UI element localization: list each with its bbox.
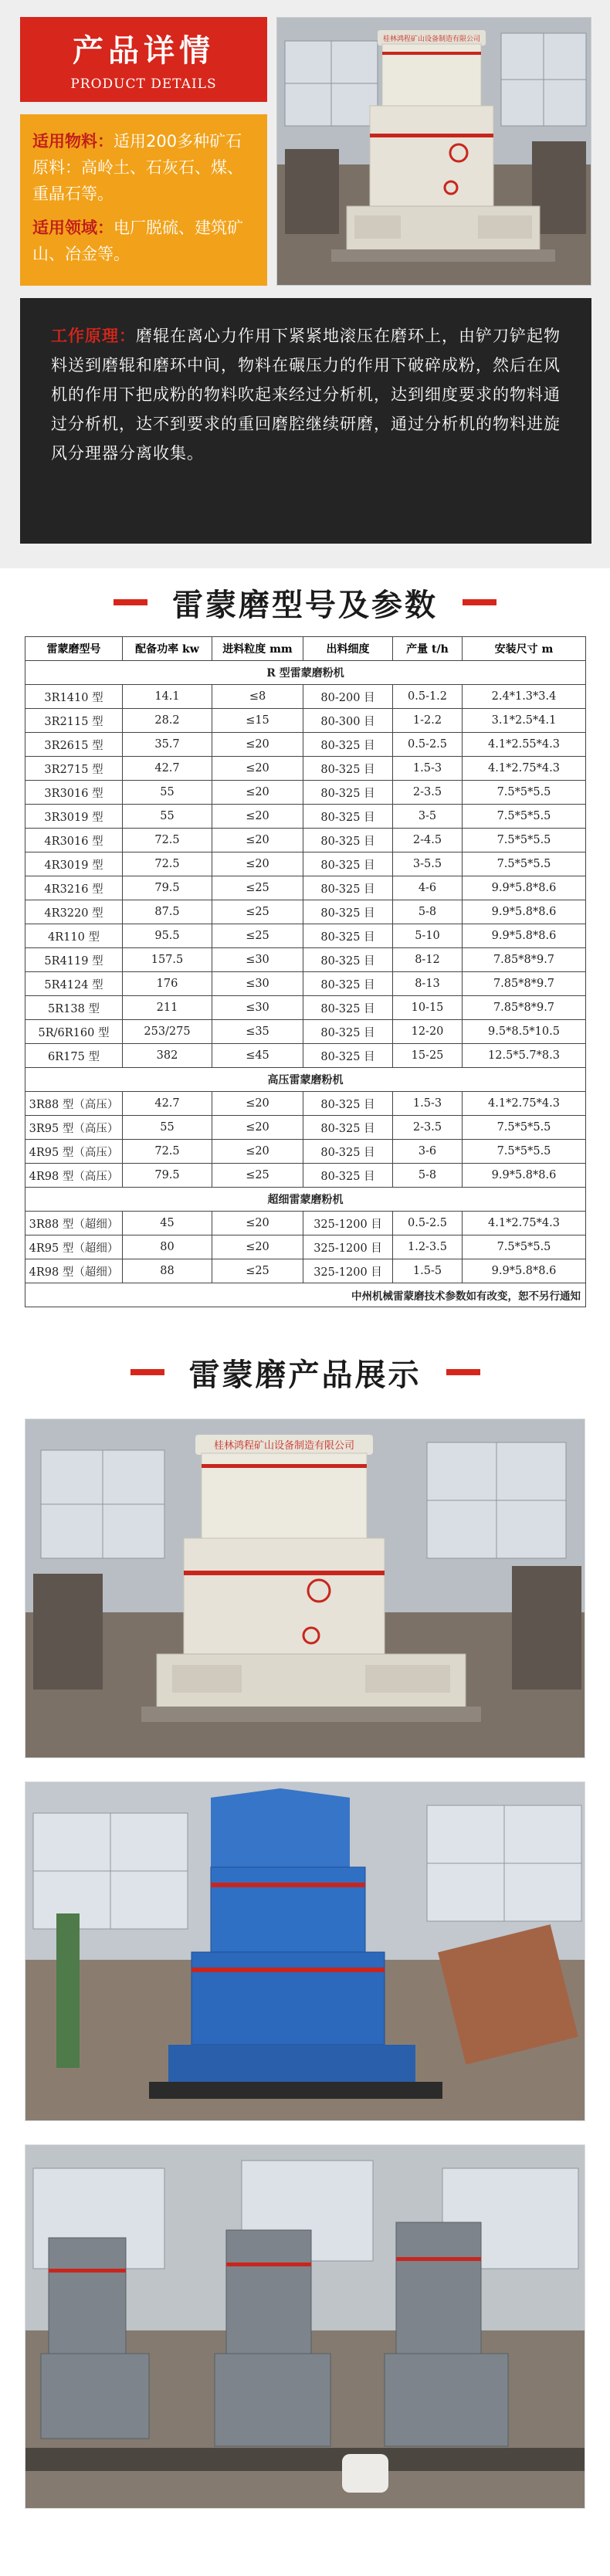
cell-capacity: 2-4.5	[393, 829, 463, 852]
blue-mill-illustration	[25, 1782, 585, 2121]
cell-capacity: 1.5-5	[393, 1259, 463, 1283]
table-group-title: 高压雷蒙磨粉机	[25, 1068, 586, 1092]
cell-feed-size: ≤20	[212, 781, 303, 805]
cell-power: 28.2	[123, 709, 212, 733]
cell-capacity: 1.5-3	[393, 757, 463, 781]
gallery-heading	[0, 1341, 610, 1403]
table-row	[25, 900, 586, 924]
table-row	[25, 1092, 586, 1116]
cell-feed-size: ≤20	[212, 829, 303, 852]
cell-model: 6R175 型	[25, 1044, 123, 1068]
cell-dimensions: 2.4*1.3*3.4	[463, 685, 586, 709]
cell-capacity: 3-5.5	[393, 852, 463, 876]
cell-model: 3R95 型（高压）	[25, 1116, 123, 1140]
principle-text: 磨辊在离心力作用下紧紧地滚压在磨环上，由铲刀铲起物料送到磨辊和磨环中间，物料在碾压力的作用下破碎成粉，然后在风机的作用下把成粉的物料吹起来经过分析机，达到细度要求的物料通过分析机，达不到要求的重回磨腔继续研磨，通过分析机的物料进旋风分理器分离收集。	[51, 327, 561, 463]
table-row	[25, 805, 586, 829]
cell-capacity: 3-6	[393, 1140, 463, 1164]
table-header-row	[25, 637, 586, 661]
cell-fineness: 80-325 目	[303, 781, 393, 805]
cell-power: 382	[123, 1044, 212, 1068]
cell-capacity: 1.5-3	[393, 1092, 463, 1116]
gallery-heading-text: 雷蒙磨产品展示	[188, 1357, 422, 1393]
cell-model: 5R4119 型	[25, 948, 123, 972]
cell-power: 88	[123, 1259, 212, 1283]
table-row	[25, 972, 586, 996]
cell-model: 3R3019 型	[25, 805, 123, 829]
cell-power: 72.5	[123, 852, 212, 876]
cell-power: 55	[123, 805, 212, 829]
cell-feed-size: ≤30	[212, 972, 303, 996]
cell-power: 45	[123, 1212, 212, 1235]
cell-fineness: 80-325 目	[303, 1044, 393, 1068]
product-photo-main	[276, 17, 591, 286]
table-group-row	[25, 661, 586, 685]
cell-power: 79.5	[123, 1164, 212, 1188]
table-row	[25, 757, 586, 781]
cell-dimensions: 9.5*8.5*10.5	[463, 1020, 586, 1044]
cell-fineness: 80-200 目	[303, 685, 393, 709]
cell-dimensions: 12.5*5.7*8.3	[463, 1044, 586, 1068]
cell-feed-size: ≤25	[212, 900, 303, 924]
cell-power: 55	[123, 781, 212, 805]
cell-model: 4R3216 型	[25, 876, 123, 900]
col-header-feed-size: 进料粒度 mm	[212, 637, 303, 661]
cell-feed-size: ≤20	[212, 757, 303, 781]
cell-capacity: 5-8	[393, 1164, 463, 1188]
cell-dimensions: 9.9*5.8*8.6	[463, 900, 586, 924]
heading-dash-right	[463, 599, 496, 605]
cell-fineness: 325-1200 目	[303, 1259, 393, 1283]
cell-power: 95.5	[123, 924, 212, 948]
cell-capacity: 8-12	[393, 948, 463, 972]
cell-dimensions: 4.1*2.55*4.3	[463, 733, 586, 757]
table-row	[25, 1164, 586, 1188]
cell-fineness: 80-325 目	[303, 900, 393, 924]
cell-feed-size: ≤20	[212, 1092, 303, 1116]
table-row	[25, 685, 586, 709]
materials-text: 适用200多种矿石原料：高岭土、石灰石、煤、重晶石等。	[32, 132, 243, 203]
gallery-photo-grey-mills	[25, 2144, 585, 2509]
cell-model: 3R88 型（超细）	[25, 1212, 123, 1235]
cell-model: 5R138 型	[25, 996, 123, 1020]
table-row	[25, 996, 586, 1020]
col-header-power: 配备功率 kw	[123, 637, 212, 661]
table-row	[25, 829, 586, 852]
materials-label: 适用物料：	[32, 132, 114, 151]
cell-power: 72.5	[123, 1140, 212, 1164]
table-row	[25, 1212, 586, 1235]
table-row	[25, 924, 586, 948]
table-row	[25, 948, 586, 972]
machine-label-top: 桂林鸿程矿山设备制造有限公司	[382, 36, 481, 43]
cell-model: 3R3016 型	[25, 781, 123, 805]
cell-feed-size: ≤15	[212, 709, 303, 733]
cell-feed-size: ≤20	[212, 1235, 303, 1259]
cell-fineness: 80-325 目	[303, 1020, 393, 1044]
table-row	[25, 1235, 586, 1259]
specs-table-body	[25, 661, 586, 1283]
cell-feed-size: ≤20	[212, 805, 303, 829]
cell-fineness: 80-325 目	[303, 733, 393, 757]
table-footnote-row	[25, 1283, 586, 1307]
cell-feed-size: ≤25	[212, 876, 303, 900]
table-row	[25, 781, 586, 805]
cell-dimensions: 7.5*5*5.5	[463, 852, 586, 876]
table-footnote: 中州机械雷蒙磨技术参数如有改变，恕不另行通知	[25, 1283, 586, 1307]
cell-fineness: 80-325 目	[303, 1164, 393, 1188]
cell-model: 3R2715 型	[25, 757, 123, 781]
cell-capacity: 0.5-2.5	[393, 1212, 463, 1235]
cell-feed-size: ≤8	[212, 685, 303, 709]
cell-dimensions: 7.5*5*5.5	[463, 781, 586, 805]
cell-fineness: 325-1200 目	[303, 1235, 393, 1259]
col-header-model: 雷蒙磨型号	[25, 637, 123, 661]
table-group-row	[25, 1188, 586, 1212]
cell-feed-size: ≤35	[212, 1020, 303, 1044]
cell-model: 4R95 型（超细）	[25, 1235, 123, 1259]
fields-paragraph	[32, 215, 255, 267]
table-group-row	[25, 1068, 586, 1092]
cell-dimensions: 7.85*8*9.7	[463, 948, 586, 972]
cell-dimensions: 7.5*5*5.5	[463, 805, 586, 829]
cell-dimensions: 9.9*5.8*8.6	[463, 1164, 586, 1188]
cell-dimensions: 3.1*2.5*4.1	[463, 709, 586, 733]
cell-capacity: 3-5	[393, 805, 463, 829]
cell-fineness: 80-325 目	[303, 972, 393, 996]
table-row	[25, 1020, 586, 1044]
cell-fineness: 80-325 目	[303, 1116, 393, 1140]
cell-dimensions: 4.1*2.75*4.3	[463, 757, 586, 781]
cell-capacity: 8-13	[393, 972, 463, 996]
table-row	[25, 709, 586, 733]
cell-dimensions: 4.1*2.75*4.3	[463, 1212, 586, 1235]
cell-capacity: 1-2.2	[393, 709, 463, 733]
cell-power: 80	[123, 1235, 212, 1259]
cell-dimensions: 9.9*5.8*8.6	[463, 1259, 586, 1283]
cell-feed-size: ≤30	[212, 948, 303, 972]
cell-feed-size: ≤20	[212, 1116, 303, 1140]
cell-model: 5R4124 型	[25, 972, 123, 996]
heading-dash-left	[130, 1369, 164, 1375]
cell-dimensions: 7.5*5*5.5	[463, 829, 586, 852]
application-info-box	[20, 114, 267, 286]
product-details-title	[20, 17, 267, 102]
cell-dimensions: 9.9*5.8*8.6	[463, 876, 586, 900]
cell-fineness: 80-300 目	[303, 709, 393, 733]
cell-capacity: 5-10	[393, 924, 463, 948]
cell-fineness: 80-325 目	[303, 852, 393, 876]
table-row	[25, 1044, 586, 1068]
cell-capacity: 15-25	[393, 1044, 463, 1068]
cell-feed-size: ≤30	[212, 996, 303, 1020]
table-row	[25, 733, 586, 757]
specs-heading	[0, 571, 610, 633]
cell-fineness: 80-325 目	[303, 757, 393, 781]
cell-model: 4R3220 型	[25, 900, 123, 924]
cell-power: 55	[123, 1116, 212, 1140]
cell-feed-size: ≤25	[212, 1259, 303, 1283]
cell-feed-size: ≤45	[212, 1044, 303, 1068]
cell-fineness: 80-325 目	[303, 829, 393, 852]
grey-mills-illustration	[25, 2145, 585, 2509]
cell-feed-size: ≤20	[212, 1212, 303, 1235]
cell-model: 4R3016 型	[25, 829, 123, 852]
cell-capacity: 0.5-1.2	[393, 685, 463, 709]
gallery-photo-blue-mill	[25, 1781, 585, 2121]
cell-capacity: 12-20	[393, 1020, 463, 1044]
cell-model: 4R110 型	[25, 924, 123, 948]
cell-power: 176	[123, 972, 212, 996]
table-row	[25, 852, 586, 876]
cell-power: 42.7	[123, 757, 212, 781]
col-header-dimensions: 安装尺寸 m	[463, 637, 586, 661]
white-mill-illustration	[277, 18, 591, 286]
principle-label: 工作原理：	[51, 327, 136, 345]
cell-feed-size: ≤20	[212, 1140, 303, 1164]
cell-model: 5R/6R160 型	[25, 1020, 123, 1044]
heading-dash-left	[114, 599, 147, 605]
cell-dimensions: 7.5*5*5.5	[463, 1140, 586, 1164]
cell-dimensions: 4.1*2.75*4.3	[463, 1092, 586, 1116]
table-row	[25, 876, 586, 900]
cell-fineness: 80-325 目	[303, 1092, 393, 1116]
table-row	[25, 1140, 586, 1164]
materials-paragraph	[32, 128, 255, 207]
cell-fineness: 325-1200 目	[303, 1212, 393, 1235]
cell-feed-size: ≤20	[212, 852, 303, 876]
cell-fineness: 80-325 目	[303, 996, 393, 1020]
cell-fineness: 80-325 目	[303, 1140, 393, 1164]
cell-power: 14.1	[123, 685, 212, 709]
cell-capacity: 2-3.5	[393, 1116, 463, 1140]
cell-model: 3R1410 型	[25, 685, 123, 709]
cell-capacity: 5-8	[393, 900, 463, 924]
col-header-fineness: 出料细度	[303, 637, 393, 661]
title-english: PRODUCT DETAILS	[70, 76, 217, 92]
fields-label: 适用领域：	[32, 219, 114, 237]
cell-fineness: 80-325 目	[303, 948, 393, 972]
cell-model: 3R88 型（高压）	[25, 1092, 123, 1116]
product-details-section	[0, 0, 610, 568]
cell-power: 42.7	[123, 1092, 212, 1116]
specs-table	[25, 636, 586, 1307]
cell-model: 4R98 型（高压）	[25, 1164, 123, 1188]
heading-dash-right	[446, 1369, 480, 1375]
cell-model: 4R95 型（高压）	[25, 1140, 123, 1164]
cell-power: 87.5	[123, 900, 212, 924]
cell-dimensions: 9.9*5.8*8.6	[463, 924, 586, 948]
machine-label-gallery: 桂林鸿程矿山设备制造有限公司	[213, 1440, 355, 1452]
table-group-title: 超细雷蒙磨粉机	[25, 1188, 586, 1212]
gallery-photo-white-mill	[25, 1418, 585, 1758]
cell-capacity: 2-3.5	[393, 781, 463, 805]
specs-table-wrapper	[0, 633, 610, 1307]
cell-power: 35.7	[123, 733, 212, 757]
table-group-title: R 型雷蒙磨粉机	[25, 661, 586, 685]
cell-fineness: 80-325 目	[303, 805, 393, 829]
table-row	[25, 1116, 586, 1140]
cell-feed-size: ≤20	[212, 733, 303, 757]
cell-capacity: 0.5-2.5	[393, 733, 463, 757]
cell-model: 4R98 型（超细）	[25, 1259, 123, 1283]
cell-dimensions: 7.5*5*5.5	[463, 1235, 586, 1259]
cell-power: 72.5	[123, 829, 212, 852]
cell-dimensions: 7.85*8*9.7	[463, 996, 586, 1020]
white-mill-illustration	[25, 1419, 585, 1758]
cell-power: 253/275	[123, 1020, 212, 1044]
cell-fineness: 80-325 目	[303, 876, 393, 900]
cell-dimensions: 7.5*5*5.5	[463, 1116, 586, 1140]
working-principle-box	[20, 298, 591, 544]
cell-model: 3R2615 型	[25, 733, 123, 757]
fields-text: 电厂脱硫、建筑矿山、冶金等。	[32, 219, 243, 263]
cell-fineness: 80-325 目	[303, 924, 393, 948]
cell-feed-size: ≤25	[212, 924, 303, 948]
title-chinese: 产品详情	[73, 33, 215, 69]
specs-heading-text: 雷蒙磨型号及参数	[172, 587, 438, 623]
cell-model: 4R3019 型	[25, 852, 123, 876]
cell-feed-size: ≤25	[212, 1164, 303, 1188]
cell-capacity: 10-15	[393, 996, 463, 1020]
cell-power: 79.5	[123, 876, 212, 900]
cell-capacity: 1.2-3.5	[393, 1235, 463, 1259]
cell-power: 211	[123, 996, 212, 1020]
cell-capacity: 4-6	[393, 876, 463, 900]
col-header-capacity: 产量 t/h	[393, 637, 463, 661]
cell-dimensions: 7.85*8*9.7	[463, 972, 586, 996]
cell-model: 3R2115 型	[25, 709, 123, 733]
table-row	[25, 1259, 586, 1283]
cell-power: 157.5	[123, 948, 212, 972]
